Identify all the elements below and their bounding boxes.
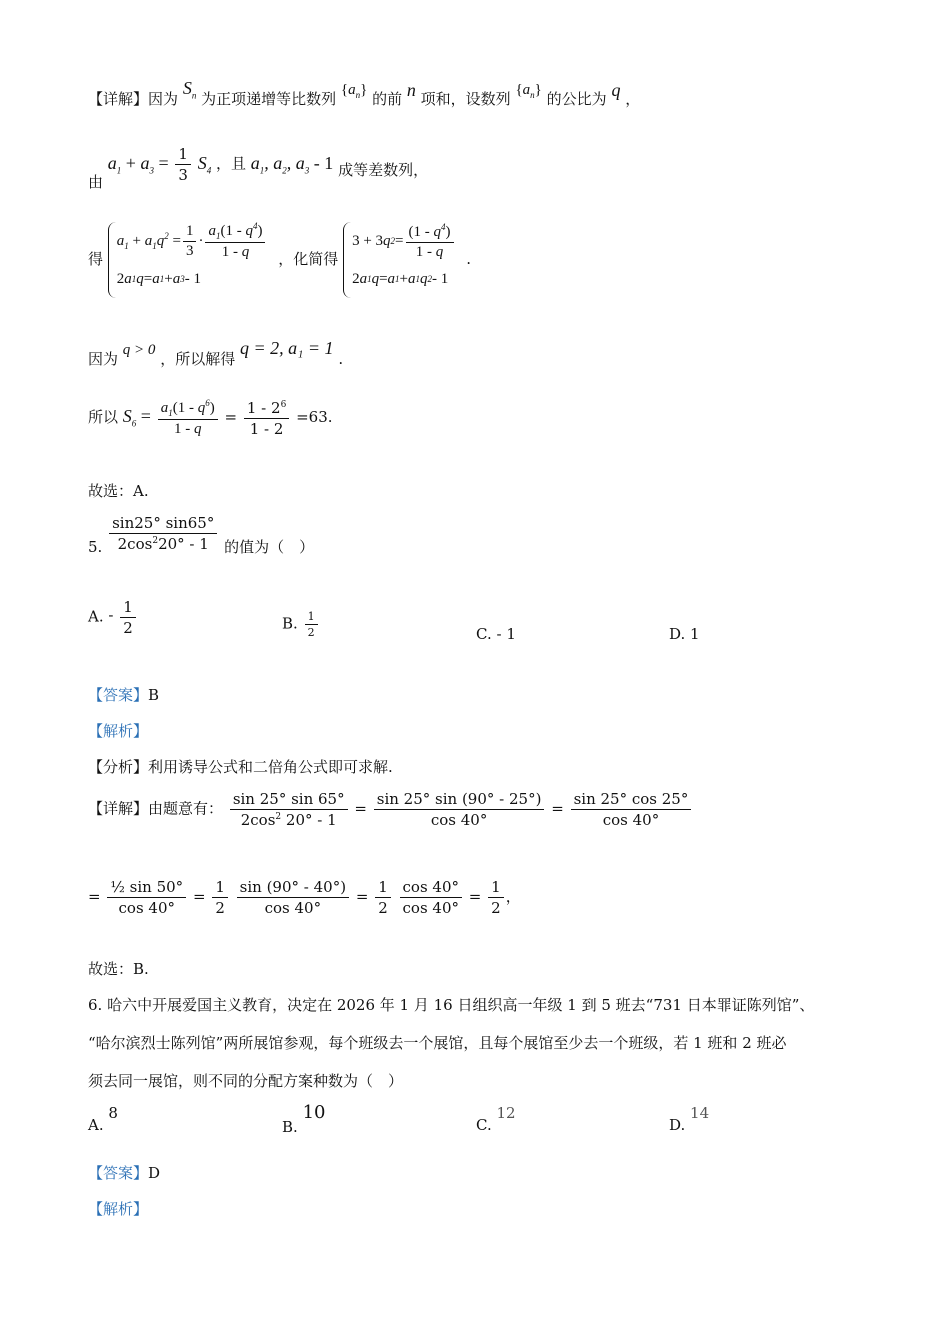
option-letter: C. — [476, 1116, 492, 1134]
sum-result: 63 — [308, 408, 328, 426]
fraction-step-5: $\frac{\sin (90^\circ - 40^\circ)}{\cos 40^\circ}$ — [237, 878, 349, 917]
option-letter: B. — [282, 1118, 298, 1136]
detail-line-1 — [88, 78, 641, 111]
answer-label: 【答案】 — [88, 686, 149, 704]
math-terms: $a_1$, $a_2$, $a_3 - 1$ — [250, 152, 334, 176]
question-5-tail: 的值为（ ） — [224, 537, 315, 556]
text-and: ，且 — [216, 154, 247, 173]
q6-jiexi: 【解析】 — [88, 1200, 149, 1218]
question-5-number: 5. — [88, 537, 103, 556]
fraction-step-3: $\frac{\sin 25^\circ \cos 25^\circ}{\cos 40^\circ}$ — [571, 790, 692, 829]
text-so: 所以 — [88, 408, 119, 426]
q6-option-a[interactable] — [88, 1104, 118, 1134]
fraction-step-2: $\frac{\sin 25^\circ \sin (90^\circ - 25^\circ)}{\cos 40^\circ}$ — [374, 790, 545, 829]
math-sn: $S_n$ — [182, 78, 197, 101]
fraction-one-third: $\frac{1}{3}$ — [175, 145, 191, 184]
equation-system-2: 3 + 3 q 2 = $\frac{(1 - q^4)}{1 - q}$ 2 a 1 q = a 1 + a 1 q 2 - 1 — [343, 222, 461, 298]
fraction-step-6: $\frac{\cos 40^\circ}{\cos 40^\circ}$ — [400, 878, 462, 917]
math-n: n — [406, 80, 416, 100]
math-an-set-2: $\{a_n\}$ — [515, 82, 542, 100]
option-value: 12 — [496, 1104, 516, 1122]
fraction-sum-formula: $\frac{a_1(1 - q^6)}{1 - q}$ — [158, 398, 218, 438]
detail-prefix: 由题意有： — [148, 799, 224, 818]
fraction-step-4: $\frac{\text{½ sin 50°}}{\cos 40^\circ}$ — [107, 878, 186, 917]
option-value: 14 — [690, 1104, 710, 1122]
text-simplify: ，化简得 — [278, 250, 339, 268]
q5-option-a[interactable]: A. - $\frac{1}{2}$ — [88, 598, 138, 637]
fraction-half: $\frac{1}{2}$ — [305, 610, 318, 639]
text-get: 得 — [88, 250, 104, 268]
fraction-result-half: $\frac{1}{2}$ — [488, 878, 504, 917]
text-geometric: 为正项递增等比数列 — [201, 90, 337, 108]
q6-option-c[interactable] — [476, 1104, 516, 1134]
math-a1-plus-a3: $a_1 + a_3$ = — [107, 152, 169, 176]
answer-value: D — [148, 1164, 161, 1182]
q5-option-b[interactable] — [282, 610, 320, 639]
fraction-half-b: $\frac{1}{2}$ — [375, 878, 391, 917]
text-by: 由 — [88, 172, 104, 191]
question-5 — [88, 514, 315, 556]
math-solution: q = 2, a₁ = 1 — [240, 338, 334, 358]
q5-detail: 【详解】由题意有： $\frac{\sin 25^\circ \sin 65^\circ}{2\cos^2 20^\circ - 1}$ = $\frac{\sin 25^\circ \sin (90^\circ - 25^\circ)}{\cos 40^\circ}$ = $\frac{\sin 25^\circ \cos 25^\circ}{\cos 40^\circ}$ — [88, 790, 693, 829]
system-line — [88, 222, 471, 298]
fraction-sum-value: $\frac{1 - 2^6}{1 - 2}$ — [244, 399, 289, 438]
detail-label: 【详解】 — [88, 90, 149, 108]
fraction-neg-half: $\frac{1}{2}$ — [120, 598, 136, 637]
option-letter: D. — [669, 625, 686, 643]
equation-system-1: $a_1 + a_1q^2$ = $\frac{1}{3}$ · $\frac{a_1(1 - q^4)}{1 - q}$ 2 a 1 q = a 1 + a 3 - 1 — [108, 222, 274, 298]
question-6-line-1: 6. 哈六中开展爱国主义教育，决定在 2026 年 1 月 16 日组织高一年级 1 到 5 班去“731 日本罪证陈列馆”、 — [88, 996, 815, 1014]
math-s6: $S_6$ = — [122, 406, 151, 429]
text-solve: ，所以解得 — [160, 350, 236, 368]
q5-jiexi: 【解析】 — [88, 722, 149, 740]
analysis-text: 利用诱导公式和二倍角公式即可求解. — [148, 758, 393, 776]
option-letter: A. — [88, 1116, 104, 1134]
analysis-label: 【分析】 — [88, 758, 149, 776]
text-arith: 成等差数列， — [338, 160, 429, 179]
text-ratio: 的公比为 — [546, 90, 607, 108]
q6-option-b[interactable] — [282, 1102, 326, 1136]
q6-answer — [88, 1162, 160, 1183]
fraction-step-1: $\frac{\sin 25^\circ \sin 65^\circ}{2\cos^2 20^\circ - 1}$ — [230, 790, 348, 829]
q5-final: 故选：B. — [88, 960, 149, 978]
question-6-line-2: “哈尔滨烈士陈列馆”两所展馆参观，每个班级去一个展馆，且每个展馆至少去一个班级，若 1 班和 2 班必 — [88, 1034, 787, 1052]
question-6-line-3: 须去同一展馆，则不同的分配方案种数为（ ） — [88, 1072, 404, 1090]
option-letter: B. — [282, 614, 298, 633]
q6-option-d[interactable] — [669, 1104, 710, 1134]
detail-label-2: 【详解】 — [88, 799, 149, 818]
answer-label: 【答案】 — [88, 1164, 149, 1182]
option-letter: C. — [476, 625, 492, 643]
condition-line — [88, 145, 429, 191]
text-because: 因为 — [148, 90, 179, 108]
q5-option-d[interactable] — [669, 625, 700, 643]
math-q: q — [611, 80, 621, 100]
option-letter: A. — [88, 607, 104, 626]
q5-derivation: = $\frac{\text{½ sin 50°}}{\cos 40^\circ}$ = $\frac{1}{2}$ $\frac{\sin (90^\circ - 40^\circ)}{\cos 40^\circ}$ = $\frac{1}{2}$ $\frac{\cos 40^\circ}{\cos 40^\circ}$ = $\frac{1}{2}$ ， — [88, 878, 521, 917]
text-front: 的前 — [372, 90, 403, 108]
option-letter: D. — [669, 1116, 686, 1134]
math-an-set: $\{a_n\}$ — [340, 82, 368, 100]
math-s4: $S_4$ — [197, 152, 212, 176]
option-value: 1 — [690, 625, 700, 643]
option-value: 10 — [302, 1102, 326, 1123]
answer-value: B — [148, 686, 160, 704]
answer-a-line: 故选：A. — [88, 482, 149, 500]
text-because-2: 因为 — [88, 350, 119, 368]
option-value: - 1 — [496, 625, 516, 643]
fraction-q5: $\frac{\sin 25^\circ \sin 65^\circ}{2\cos^220^\circ - 1}$ — [109, 514, 217, 553]
sum-line: 所以 $S_6$ = $\frac{a_1(1 - q^6)}{1 - q}$ = $\frac{1 - 2^6}{1 - 2}$ =63. — [88, 398, 333, 438]
text-let: 项和，设数列 — [420, 90, 511, 108]
q5-option-c[interactable] — [476, 625, 516, 643]
solve-line — [88, 338, 344, 368]
q5-analysis — [88, 756, 393, 777]
text-period-3: . — [327, 408, 333, 426]
q5-answer — [88, 684, 159, 705]
text-comma: ， — [625, 90, 641, 108]
text-period: . — [466, 250, 472, 268]
option-value: 8 — [108, 1104, 118, 1122]
fraction-half-a: $\frac{1}{2}$ — [212, 878, 228, 917]
math-q-positive: q > 0 — [122, 342, 156, 358]
text-period-2: . — [338, 350, 344, 368]
